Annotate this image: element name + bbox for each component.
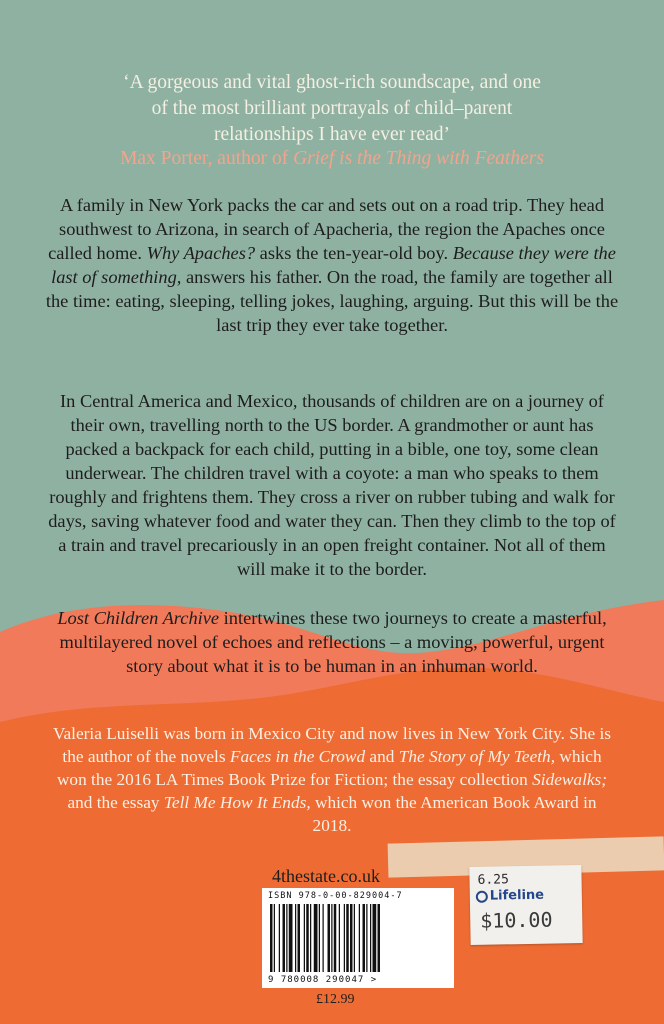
bio-text-1: Valeria Luiselli was born in Mexico City and now lives in New York City. She is the author of the novels xyxy=(52,724,612,766)
barcode-bar xyxy=(346,904,349,972)
p3-italic-title: Lost Children Archive xyxy=(57,608,220,628)
barcode-bar xyxy=(295,904,296,972)
quote-line-1: ‘A gorgeous and vital ghost-rich soundscape, and one xyxy=(123,72,541,93)
barcode-bar xyxy=(286,904,287,972)
p1-text-3: answers his father. On the road, the family are together all the time: eating, sleeping, telling jokes, laughing, arguing. But this will be the last trip they ever take together. xyxy=(45,267,619,335)
barcode-bar xyxy=(363,904,366,972)
isbn-label: ISBN 978-0-00-829004-7 xyxy=(268,891,403,901)
synopsis-paragraph-3 xyxy=(44,606,620,678)
barcode-bar xyxy=(354,904,355,972)
p1-italic-2: Because they were the last of something, xyxy=(51,243,616,287)
barcode-bar xyxy=(270,904,273,972)
p3-text: intertwines these two journeys to create a masterful, multilayered novel of echoes and reflections – a moving, powerful, urgent story about what it is to be human in an inhuman world. xyxy=(59,608,607,676)
synopsis-paragraph-2 xyxy=(44,389,620,581)
p1-text-1: A family in New York packs the car and sets out on a road trip. They head southwest to Arizona, in search of Apacheria, the region the Apaches once called home. xyxy=(48,195,605,263)
barcode-bar xyxy=(370,904,371,972)
price-sticker xyxy=(469,865,582,945)
quote-attribution xyxy=(40,148,624,170)
sticker-price: $10.00 xyxy=(480,907,553,933)
p1-text-2: asks the ten-year-old boy. xyxy=(255,243,453,263)
barcode-bar xyxy=(373,904,377,972)
barcode-bar xyxy=(350,904,353,972)
review-quote xyxy=(40,70,624,148)
barcode-bar xyxy=(334,904,337,972)
bio-italic-2: The Story of My Teeth, xyxy=(398,747,556,766)
bio-text-4: and the essay xyxy=(67,793,164,812)
barcode-bar xyxy=(378,904,381,972)
attribution-name: Max Porter, author of xyxy=(120,148,294,169)
lifeline-logo-icon xyxy=(476,891,488,903)
barcode-bar xyxy=(366,904,367,972)
sticker-brand: Lifeline xyxy=(489,887,545,904)
author-bio xyxy=(52,722,612,837)
attribution-book-title: Grief is the Thing with Feathers xyxy=(293,148,544,169)
bio-text-2: and xyxy=(365,747,399,766)
barcode-bars xyxy=(270,904,446,974)
barcode-bar xyxy=(274,904,275,972)
sticker-code: 6.25 xyxy=(477,872,510,888)
quote-line-2: of the most brilliant portrayals of child–parent xyxy=(151,98,513,119)
bio-italic-3: Sidewalks; xyxy=(532,770,608,789)
barcode-bar xyxy=(339,904,340,972)
barcode-digits: 9 780008 290047 > xyxy=(268,975,378,985)
barcode-bar xyxy=(319,904,320,972)
synopsis-paragraph-1 xyxy=(44,193,620,337)
price-label: £12.99 xyxy=(316,992,355,1007)
barcode-bar xyxy=(310,904,311,972)
p2-text: In Central America and Mexico, thousands of children are on a journey of their own, travelling north to the US border. A grandmother or aunt has packed a backpack for each child, putting in a bible, one toy, some clean underwear. The children travel with a coyote: a man who speaks to them roughly and frightens them. They cross a river on rubber tubing and walk for days, saving whatever food and water they can. Then they climb to the top of a train and travel precariously in an open freight container. Not all of them will make it to the border. xyxy=(48,391,616,579)
p1-italic-1: Why Apaches? xyxy=(146,243,256,263)
barcode-bar xyxy=(359,904,360,972)
barcode-bar xyxy=(289,904,293,972)
barcode-panel xyxy=(262,888,454,988)
quote-line-3: relationships I have ever read’ xyxy=(213,124,451,145)
barcode-bar xyxy=(298,904,301,972)
barcode-bar xyxy=(304,904,305,972)
barcode-bar xyxy=(328,904,331,972)
barcode-bar xyxy=(323,904,324,972)
barcode-bar xyxy=(283,904,286,972)
bio-text-5: which won the American Book Award in 2018. xyxy=(310,793,597,835)
bio-italic-1: Faces in the Crowd xyxy=(229,747,366,766)
barcode-bar xyxy=(314,904,318,972)
publisher-url: 4thestate.co.uk xyxy=(272,866,380,886)
barcode-bar xyxy=(344,904,345,972)
bio-text-3: which won the 2016 LA Times Book Prize for Fiction; the essay collection xyxy=(56,747,602,789)
barcode-bar xyxy=(306,904,309,972)
bio-italic-4: Tell Me How It Ends, xyxy=(163,793,311,812)
barcode-bar xyxy=(331,904,332,972)
barcode-bar xyxy=(279,904,280,972)
